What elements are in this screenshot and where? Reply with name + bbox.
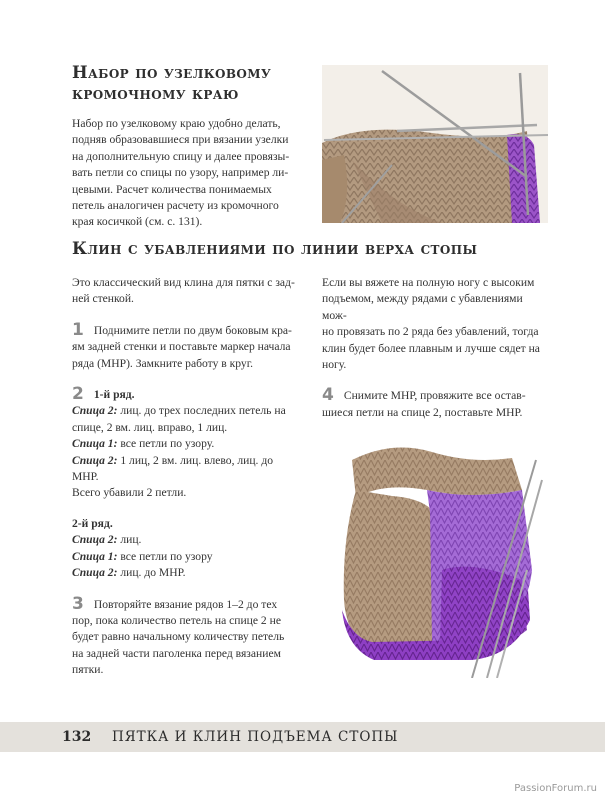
text-line: края косичкой (см. с. 131). bbox=[72, 215, 203, 229]
section-title-gusset: Клин с убавлениями по линии верха стопы bbox=[72, 239, 478, 258]
title-line: кромочному краю bbox=[72, 84, 239, 103]
step-number: 4 bbox=[322, 385, 334, 406]
step-number: 1 bbox=[72, 319, 84, 340]
title-line: Набор по узелковому bbox=[72, 63, 272, 82]
row-title: 2-й ряд. bbox=[72, 516, 113, 530]
text-line: но провязать по 2 ряда без убавлений, тогда bbox=[322, 325, 539, 339]
gusset-intro bbox=[72, 275, 300, 308]
text-line: Это классический вид клина для пятки с зад- bbox=[72, 276, 295, 289]
text-line: Если вы вяжете на полную ногу с высоким bbox=[322, 276, 535, 289]
text-line: Снимите МНР, провяжите все остав- bbox=[343, 389, 526, 403]
needle-label: Спица 1: bbox=[72, 437, 118, 451]
text-line: Всего убавили 2 петли. bbox=[72, 486, 187, 500]
text-line: на задней части паголенка перед вязанием bbox=[72, 646, 281, 660]
text-line: Поднимите петли по двум боковым кра- bbox=[93, 323, 292, 337]
photo-knitted-heel bbox=[322, 420, 548, 678]
text-line: все петли по узору. bbox=[117, 437, 215, 451]
text-line: цевыми. Расчет количества понимаемых bbox=[72, 182, 272, 196]
needle-label: Спица 1: bbox=[72, 549, 118, 563]
text-line: петель аналогичен расчету из кромочного bbox=[72, 199, 279, 213]
text-line: пятки. bbox=[72, 663, 104, 677]
section-title-cast-on bbox=[72, 62, 312, 104]
step-1 bbox=[72, 319, 300, 372]
instructions-right-column bbox=[322, 275, 548, 435]
text-line: подняв образовавшиеся при вязании узелки bbox=[72, 133, 289, 147]
needle-label: Спица 2: bbox=[72, 533, 118, 547]
step-3 bbox=[72, 593, 300, 679]
text-line: ряда (МНР). Замкните работу в круг. bbox=[72, 356, 254, 370]
text-line: Повторяйте вязание рядов 1–2 до тех bbox=[93, 597, 278, 611]
instructions-left-column bbox=[72, 275, 300, 693]
note-paragraph bbox=[322, 275, 548, 373]
watermark: PassionForum.ru bbox=[514, 783, 597, 794]
page-footer bbox=[0, 722, 605, 752]
text-line: лиц. до МНР. bbox=[117, 566, 186, 580]
page-number: 132 bbox=[62, 729, 92, 745]
needle-label: Спица 2: bbox=[72, 566, 118, 580]
text-line: будет равно начальному количеству петель bbox=[72, 630, 285, 644]
row-title: 1-й ряд. bbox=[93, 388, 135, 402]
text-line: на дополнительную спицу и далее провязы- bbox=[72, 149, 290, 163]
text-line: шиеся петли на спице 2, поставьте МНР. bbox=[322, 405, 523, 419]
needle-label: Спица 2: bbox=[72, 453, 118, 467]
text-line: ней стенкой. bbox=[72, 292, 134, 306]
step-number: 2 bbox=[72, 384, 84, 405]
text-line: Набор по узелковому краю удобно делать, bbox=[72, 117, 281, 130]
step-number: 3 bbox=[72, 593, 84, 614]
photo-knitting-needles bbox=[322, 65, 548, 223]
text-line: 1 лиц, 2 вм. лиц. влево, лиц. до bbox=[117, 453, 274, 467]
text-line: МНР. bbox=[72, 470, 99, 484]
cast-on-paragraph bbox=[72, 116, 308, 231]
knitted-heel-image bbox=[322, 420, 548, 678]
needle-label: Спица 2: bbox=[72, 404, 118, 418]
text-line: вать петли со спицы по узору, например ли- bbox=[72, 166, 289, 180]
chapter-title: ПЯТКА И КЛИН ПОДЪЕМА СТОПЫ bbox=[112, 729, 399, 745]
text-line: лиц. bbox=[117, 533, 142, 547]
text-line: подъемом, между рядами с убавлениями мож- bbox=[322, 292, 523, 322]
text-line: пор, пока количество петель на спице 2 не bbox=[72, 613, 281, 627]
step-4 bbox=[322, 387, 548, 421]
knitting-needles-image bbox=[322, 65, 548, 223]
text-line: клин будет более плавным и лучше сядет на bbox=[322, 341, 540, 355]
text-line: ям задней стенки и поставьте маркер начала bbox=[72, 340, 291, 354]
text-line: все петли по узору bbox=[117, 549, 213, 563]
step-2 bbox=[72, 386, 300, 581]
text-line: спице, 2 вм. лиц. вправо, 1 лиц. bbox=[72, 420, 228, 434]
text-line: лиц. до трех последних петель на bbox=[117, 404, 286, 418]
text-line: ногу. bbox=[322, 358, 347, 372]
